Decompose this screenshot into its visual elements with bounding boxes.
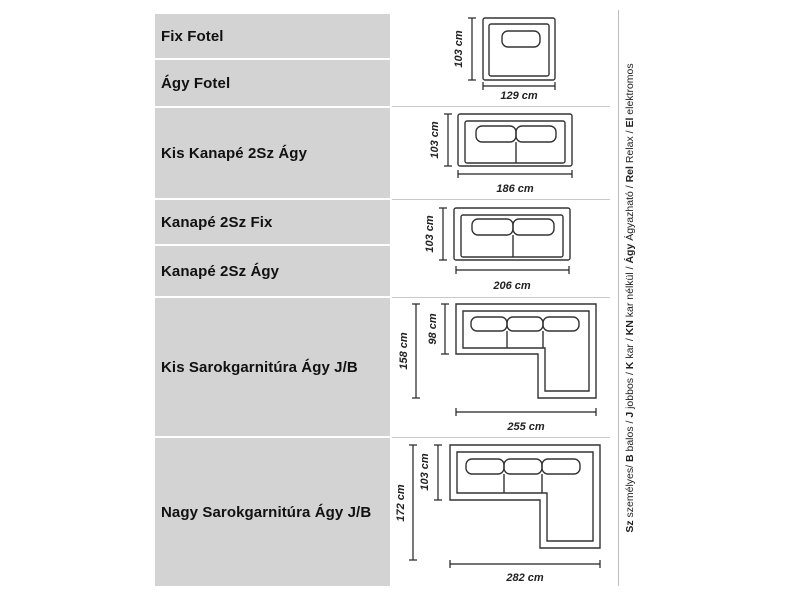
product-name-column (155, 10, 390, 586)
small-sofa-width-label: 186 cm (496, 183, 534, 195)
sofa-drawing (454, 208, 570, 260)
small-sofa-drawing (458, 114, 572, 166)
armchair-width-dimension (483, 82, 555, 90)
drawings-column (392, 0, 617, 600)
large-corner-sofa-drawing (450, 445, 600, 548)
sofa-depth-label: 103 cm (424, 215, 436, 253)
small-sofa-width-dimension (458, 170, 572, 178)
armchair-drawing (483, 18, 555, 80)
row-label: Kanapé 2Sz Fix (155, 200, 390, 244)
large-corner-width-dimension (450, 560, 600, 568)
row-label: Nagy Sarokgarnitúra Ágy J/B (155, 438, 390, 586)
armchair-width-label: 129 cm (500, 90, 538, 102)
large-corner-height-label: 172 cm (395, 484, 407, 522)
armchair-depth-dimension (468, 18, 476, 80)
row-label: Ágy Fotel (155, 60, 390, 106)
legend-column (618, 10, 640, 586)
small-sofa-depth-label: 103 cm (429, 121, 441, 159)
small-sofa-depth-dimension (444, 114, 452, 166)
large-corner-depth-dimension (434, 445, 442, 500)
sofa-width-label: 206 cm (493, 280, 531, 292)
armchair-depth-label: 103 cm (453, 30, 465, 68)
sofa-depth-dimension (439, 208, 447, 260)
small-corner-depth-label: 98 cm (427, 313, 439, 345)
row-label: Kis Sarokgarnitúra Ágy J/B (155, 298, 390, 436)
small-corner-sofa-drawing (456, 304, 596, 398)
small-corner-height-dimension (412, 304, 420, 398)
sofa-width-dimension (456, 266, 569, 274)
small-corner-width-label: 255 cm (507, 421, 545, 433)
large-corner-depth-label: 103 cm (419, 453, 431, 491)
large-corner-height-dimension (409, 445, 417, 560)
abbreviation-legend: Sz személyes/ B balos / J jobbos / K kar / KN kar nélkül / Ágy Ágyazható / Rel Relax / El elektromos (623, 63, 636, 533)
small-corner-depth-dimension (441, 304, 449, 354)
row-label: Kis Kanapé 2Sz Ágy (155, 108, 390, 198)
small-corner-height-label: 158 cm (398, 332, 410, 370)
large-corner-width-label: 282 cm (506, 572, 544, 584)
small-corner-width-dimension (456, 408, 596, 416)
row-label: Fix Fotel (155, 14, 390, 58)
row-label: Kanapé 2Sz Ágy (155, 246, 390, 296)
